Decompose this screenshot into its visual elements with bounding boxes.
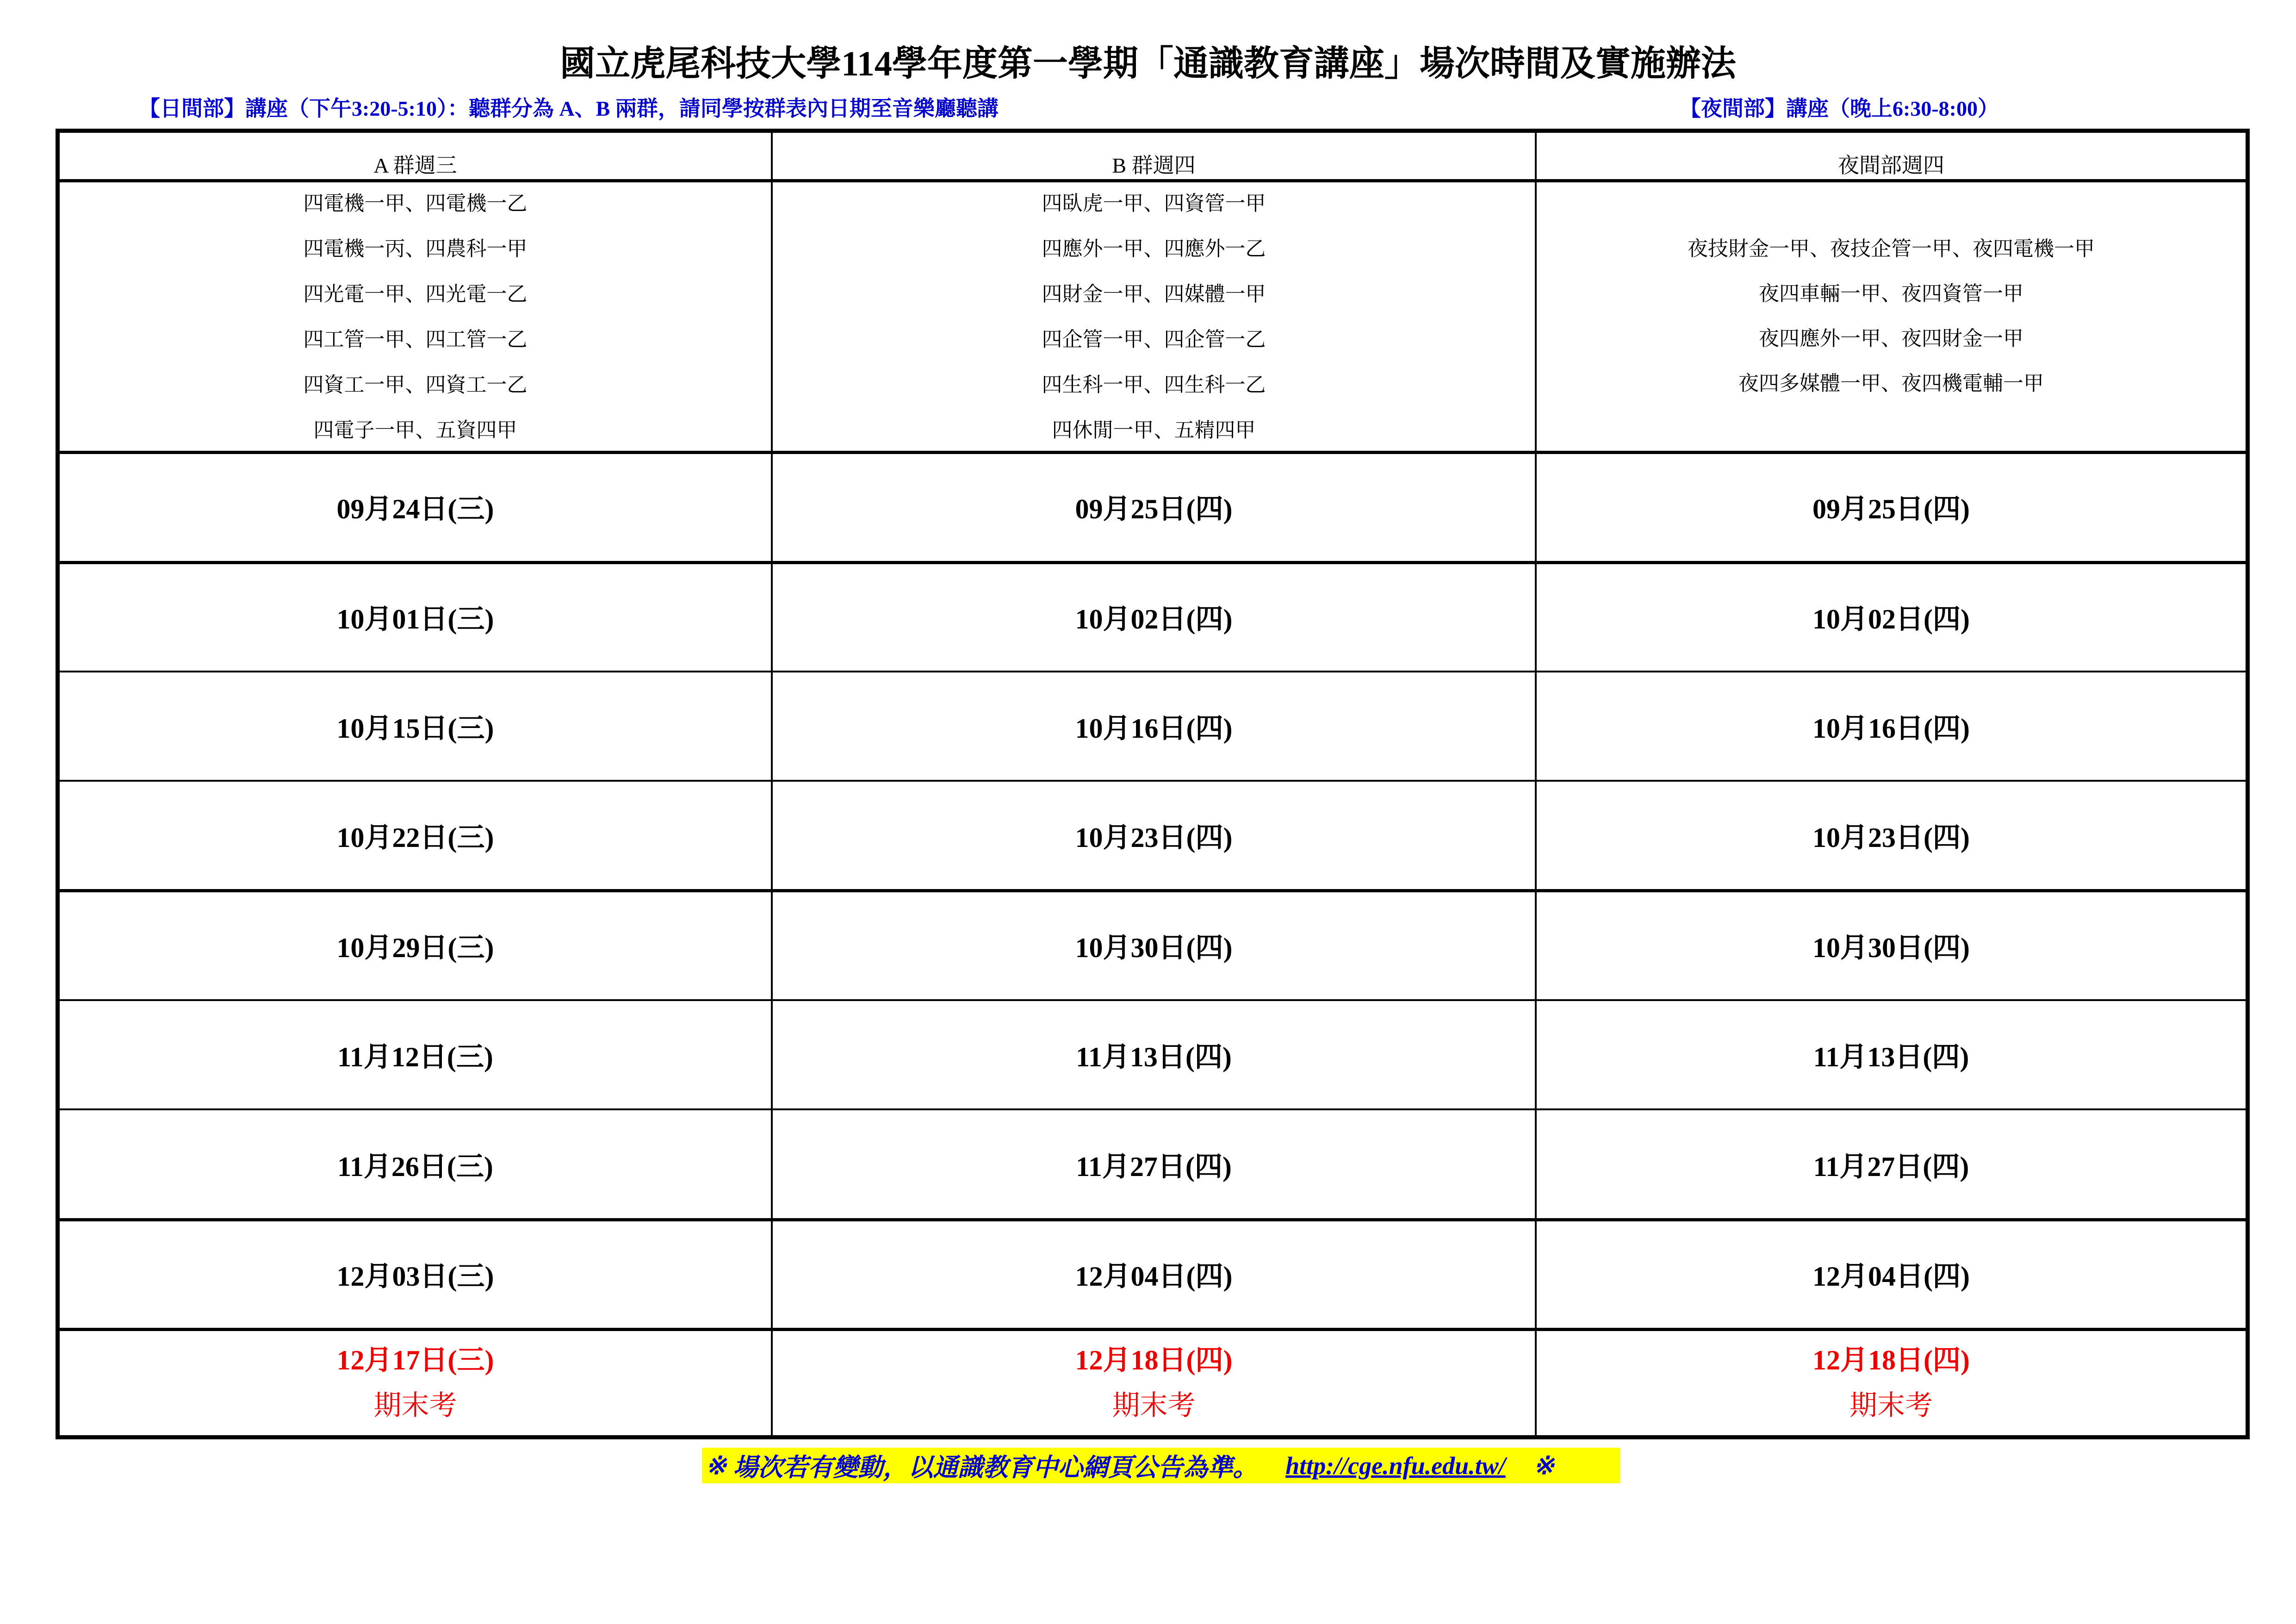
class-group: 夜技財金一甲、夜技企管一甲、夜四電機一甲 — [1688, 237, 2095, 260]
final-exam-label: 期末考 — [1112, 1390, 1196, 1421]
final-exam-label: 期末考 — [373, 1390, 457, 1421]
class-list-night — [1537, 181, 2246, 451]
date-cell: 09月24日(三) — [336, 494, 494, 524]
class-group: 四生科一甲、四生科一乙 — [1042, 373, 1266, 396]
date-cell: 11月13日(四) — [1813, 1042, 1969, 1072]
final-exam-label: 期末考 — [1849, 1390, 1933, 1421]
final-exam-date: 12月18日(四) — [1075, 1344, 1233, 1375]
date-cell: 10月22日(三) — [336, 822, 494, 853]
date-cell: 10月02日(四) — [1812, 604, 1970, 635]
date-cell: 10月16日(四) — [1812, 713, 1970, 744]
class-group: 四臥虎一甲、四資管一甲 — [1042, 192, 1266, 215]
date-cell: 10月29日(三) — [336, 932, 494, 963]
class-group: 四休閒一甲、五精四甲 — [1052, 419, 1256, 442]
column-header-night — [1537, 133, 2246, 179]
class-group: 四工管一甲、四工管一乙 — [303, 328, 527, 351]
date-cell: 12月03日(三) — [336, 1261, 494, 1292]
column-header-b — [773, 133, 1535, 179]
date-cell: 09月25日(四) — [1812, 494, 1970, 524]
header-label: B 群週四 — [1112, 154, 1196, 177]
final-exam-cell-b — [773, 1330, 1535, 1435]
class-group: 四電機一丙、四農科一甲 — [303, 237, 527, 260]
date-cell: 09月25日(四) — [1075, 494, 1233, 524]
date-cell: 11月27日(四) — [1813, 1151, 1969, 1182]
date-cell: 11月26日(三) — [337, 1151, 493, 1182]
date-cell: 12月04日(四) — [1812, 1261, 1970, 1292]
class-group: 夜四多媒體一甲、夜四機電輔一甲 — [1738, 372, 2044, 395]
class-group: 四應外一甲、四應外一乙 — [1042, 237, 1266, 260]
reference-mark-icon: ※ — [1533, 1452, 1555, 1480]
date-cell: 10月30日(四) — [1812, 932, 1970, 963]
final-exam-cell-night — [1537, 1330, 2246, 1435]
date-cell: 10月15日(三) — [336, 713, 494, 744]
final-exam-cell-a — [60, 1330, 771, 1435]
class-group: 夜四車輛一甲、夜四資管一甲 — [1759, 282, 2023, 305]
date-cell: 11月13日(四) — [1076, 1042, 1232, 1072]
notice-text: 場次若有變動，以通識教育中心網頁公告為準。 — [733, 1454, 1258, 1481]
date-cell: 10月23日(四) — [1812, 822, 1970, 853]
footer-notice — [702, 1448, 1620, 1483]
date-cell: 10月01日(三) — [336, 604, 494, 635]
class-group: 夜四應外一甲、夜四財金一甲 — [1759, 327, 2023, 350]
class-group: 四電機一甲、四電機一乙 — [303, 192, 527, 215]
cge-website-link[interactable]: http://cge.nfu.edu.tw/ — [1285, 1451, 1506, 1480]
column-header-a — [60, 133, 771, 179]
class-group: 四電子一甲、五資四甲 — [313, 419, 517, 442]
class-group: 四財金一甲、四媒體一甲 — [1042, 283, 1266, 305]
schedule-table — [56, 129, 2250, 1439]
header-label: 夜間部週四 — [1838, 154, 1944, 177]
class-group: 四資工一甲、四資工一乙 — [303, 373, 527, 396]
reference-mark-icon: ※ — [706, 1452, 727, 1480]
date-cell: 12月04日(四) — [1075, 1261, 1233, 1292]
day-division-note: 【日間部】講座（下午3:20-5:10）：聽群分為 A、B 兩群，請同學按群表內日期至音樂廳聽講 — [139, 97, 999, 120]
date-cell: 10月02日(四) — [1075, 604, 1233, 635]
class-group: 四企管一甲、四企管一乙 — [1042, 328, 1266, 351]
header-label: A 群週三 — [373, 154, 457, 177]
class-list-a — [60, 181, 771, 451]
document-title: 國立虎尾科技大學114學年度第一學期「通識教育講座」場次時間及實施辦法 — [560, 44, 1736, 83]
date-cell: 10月30日(四) — [1075, 932, 1233, 963]
date-cell: 10月23日(四) — [1075, 822, 1233, 853]
final-exam-date: 12月18日(四) — [1812, 1344, 1970, 1375]
class-group: 四光電一甲、四光電一乙 — [303, 283, 527, 305]
night-division-note: 【夜間部】講座（晚上6:30-8:00） — [1680, 97, 1999, 120]
date-cell: 10月16日(四) — [1075, 713, 1233, 744]
class-list-b — [773, 181, 1535, 451]
date-cell: 11月12日(三) — [337, 1042, 493, 1072]
final-exam-date: 12月17日(三) — [336, 1344, 494, 1375]
date-cell: 11月27日(四) — [1076, 1151, 1232, 1182]
